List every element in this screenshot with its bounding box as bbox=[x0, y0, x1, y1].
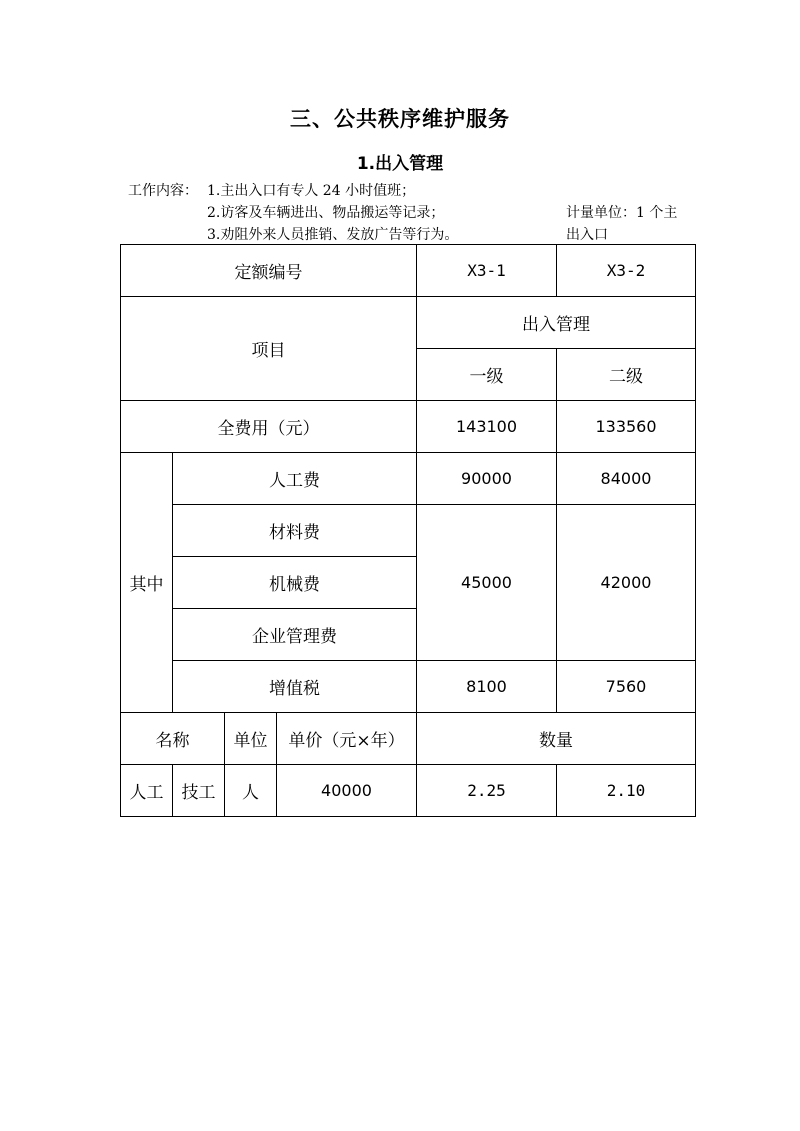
name-header: 名称 bbox=[121, 713, 225, 765]
labor-cost-value: 90000 bbox=[417, 453, 557, 505]
table-row bbox=[121, 661, 696, 713]
measurement-unit: 计量单位：1 个主 bbox=[566, 205, 678, 221]
resource-unit: 人 bbox=[225, 765, 277, 817]
total-cost-label: 全费用（元） bbox=[121, 401, 417, 453]
total-cost-value: 133560 bbox=[557, 401, 696, 453]
vat-value: 7560 bbox=[557, 661, 696, 713]
table-row bbox=[121, 505, 696, 557]
vat-value: 8100 bbox=[417, 661, 557, 713]
total-cost-value: 143100 bbox=[417, 401, 557, 453]
combined-cost-value: 45000 bbox=[417, 505, 557, 661]
material-cost-label: 材料费 bbox=[173, 505, 417, 557]
work-content-item: 1.主出入口有专人 24 小时值班； bbox=[207, 183, 416, 199]
management-cost-label: 企业管理费 bbox=[173, 609, 417, 661]
labor-cost-value: 84000 bbox=[557, 453, 696, 505]
quota-code: X3-1 bbox=[417, 245, 557, 297]
work-content-item: 3.劝阻外来人员推销、发放广告等行为。 bbox=[207, 227, 459, 243]
project-label: 项目 bbox=[121, 297, 417, 401]
vat-label: 增值税 bbox=[173, 661, 417, 713]
level-header: 二级 bbox=[557, 349, 696, 401]
unit-price-header: 单价（元×年） bbox=[277, 713, 417, 765]
resource-quantity: 2.25 bbox=[417, 765, 557, 817]
quota-code: X3-2 bbox=[557, 245, 696, 297]
quota-number-label: 定额编号 bbox=[121, 245, 417, 297]
work-content-item: 2.访客及车辆进出、物品搬运等记录； bbox=[207, 205, 445, 221]
table-row bbox=[121, 297, 696, 349]
table-row bbox=[121, 245, 696, 297]
quantity-header: 数量 bbox=[417, 713, 696, 765]
page-title: 三、公共秩序维护服务 bbox=[290, 107, 510, 131]
quota-table bbox=[120, 244, 696, 817]
labor-cost-label: 人工费 bbox=[173, 453, 417, 505]
resource-category: 人工 bbox=[121, 765, 173, 817]
resource-name: 技工 bbox=[173, 765, 225, 817]
work-content-label: 工作内容： bbox=[128, 183, 198, 199]
resource-unit-price: 40000 bbox=[277, 765, 417, 817]
combined-cost-value: 42000 bbox=[557, 505, 696, 661]
machine-cost-label: 机械费 bbox=[173, 557, 417, 609]
table-row bbox=[121, 713, 696, 765]
table-row bbox=[121, 401, 696, 453]
table-row bbox=[121, 765, 696, 817]
unit-header: 单位 bbox=[225, 713, 277, 765]
among-label: 其中 bbox=[121, 453, 173, 713]
table-row bbox=[121, 453, 696, 505]
resource-quantity: 2.10 bbox=[557, 765, 696, 817]
section-title: 1.出入管理 bbox=[356, 154, 444, 174]
level-header: 一级 bbox=[417, 349, 557, 401]
measurement-unit-cont: 出入口 bbox=[566, 227, 608, 243]
category-header: 出入管理 bbox=[417, 297, 696, 349]
